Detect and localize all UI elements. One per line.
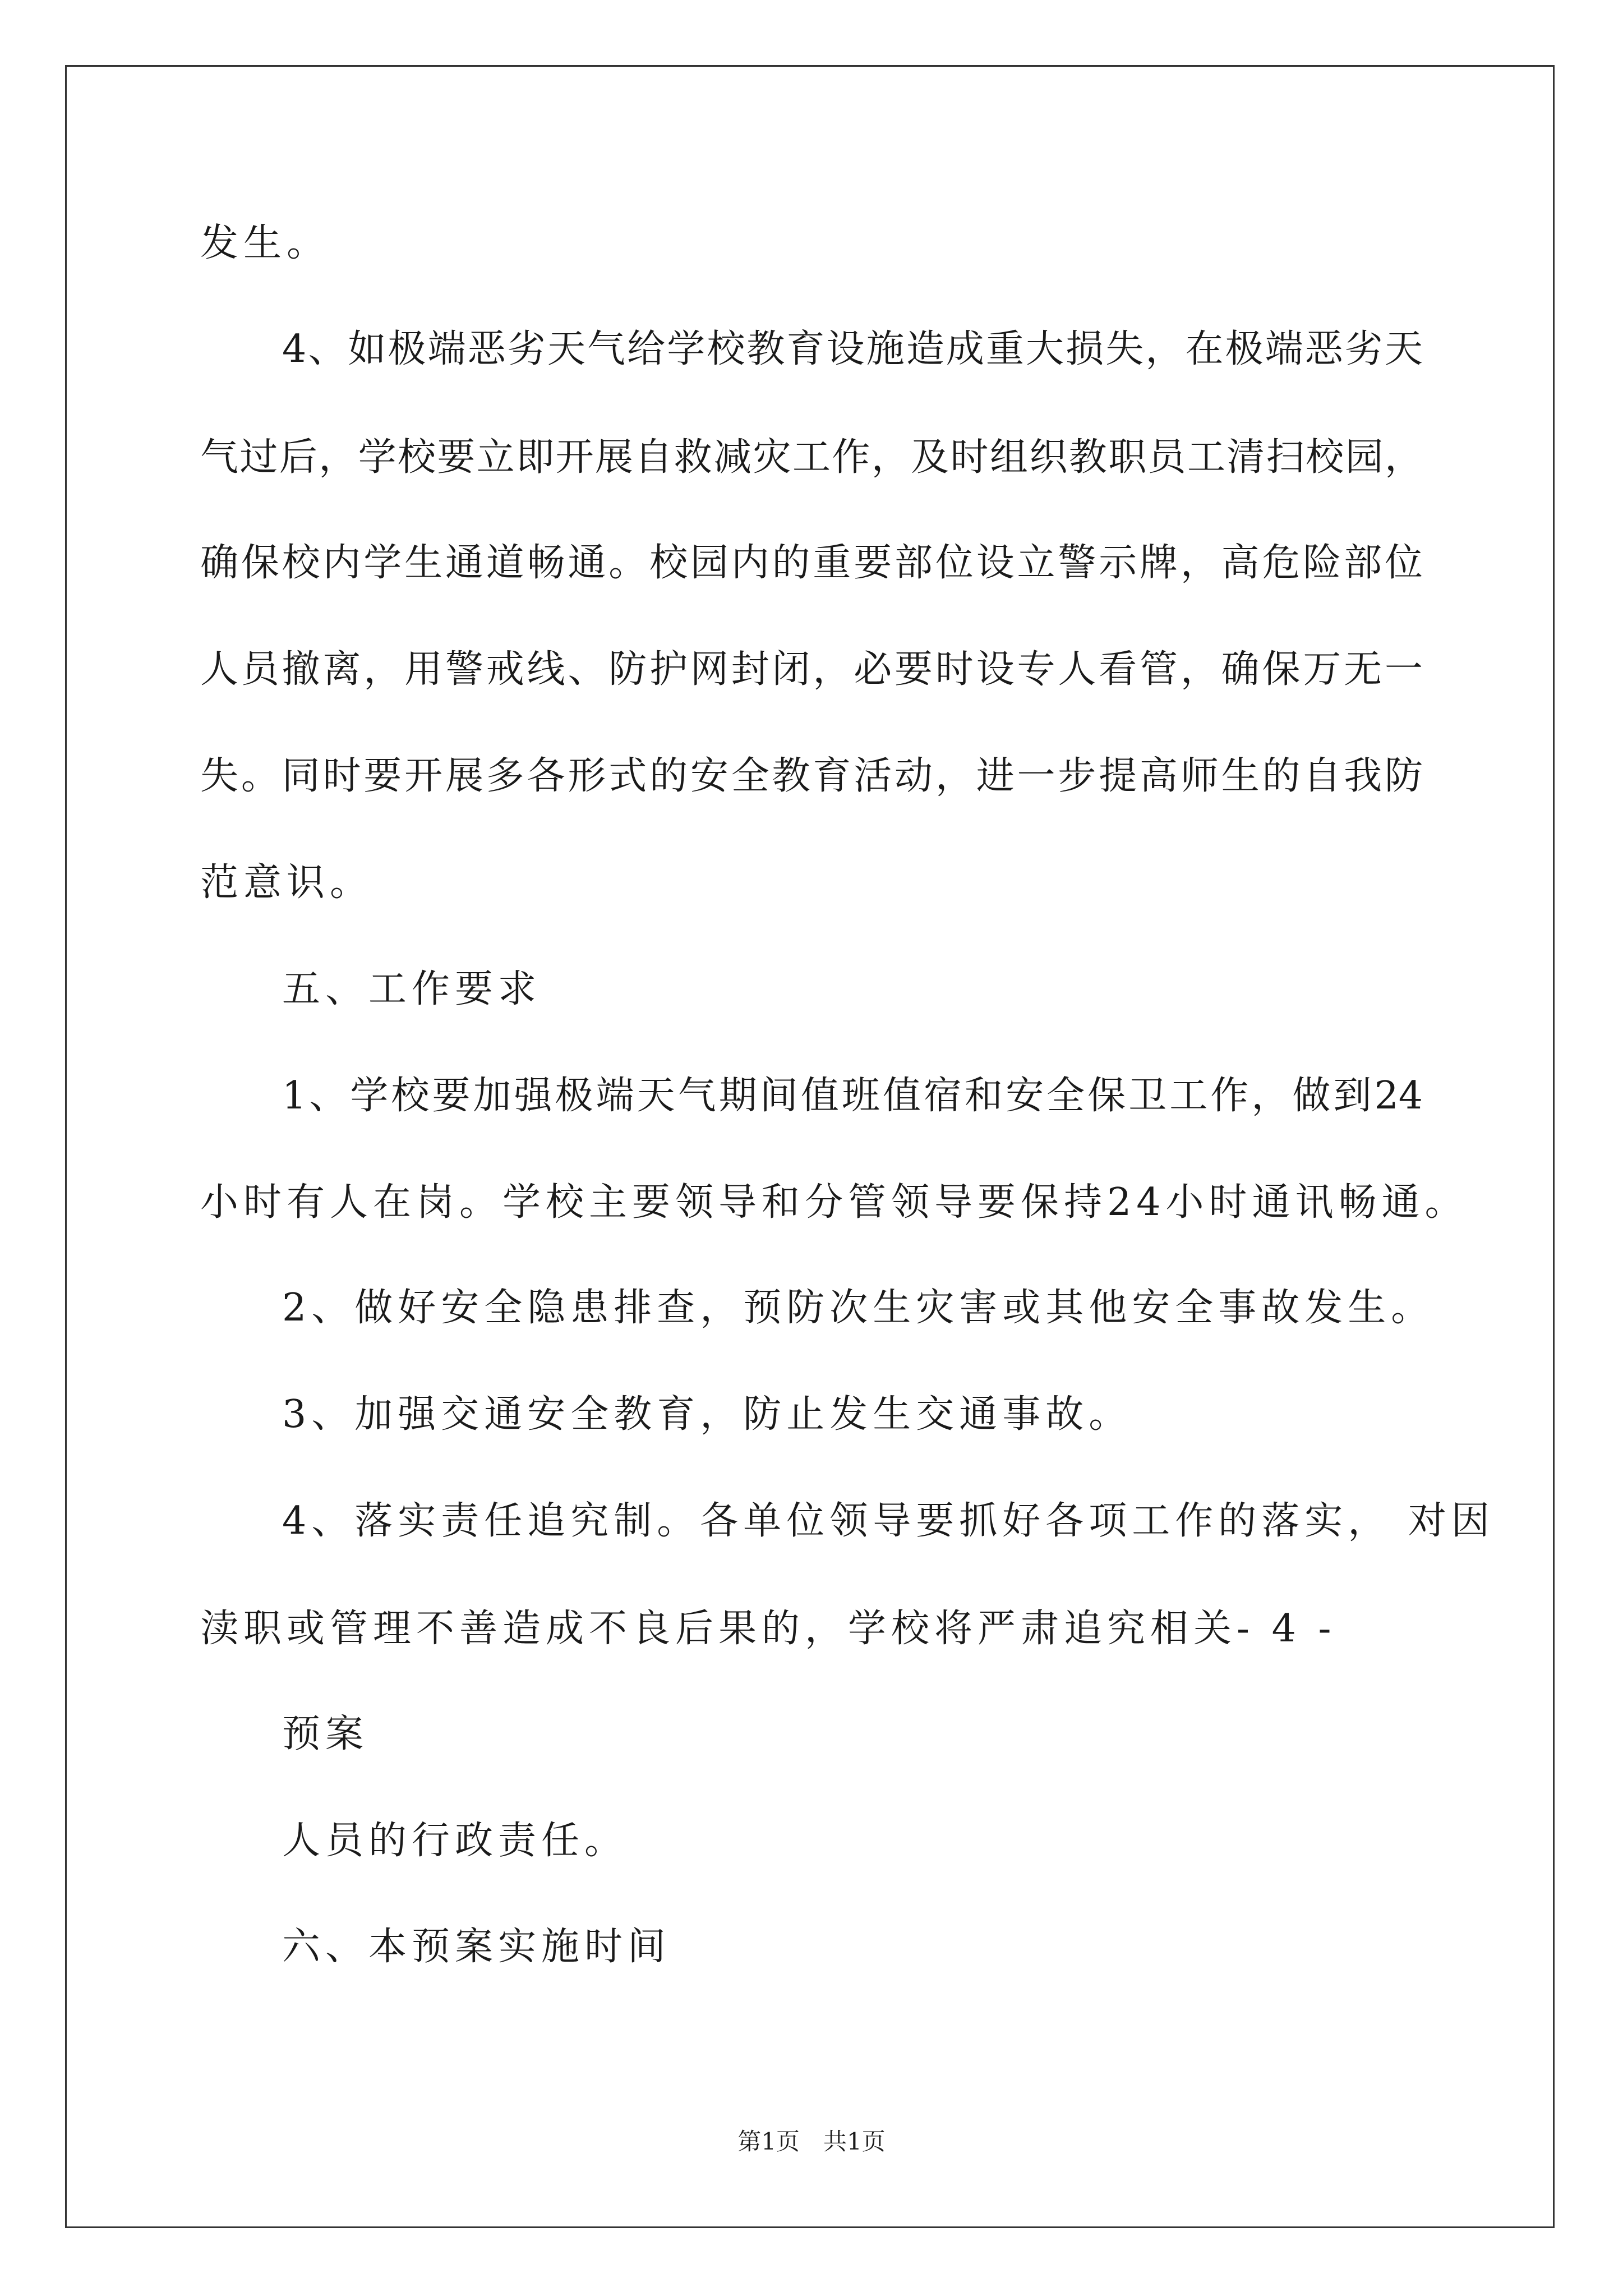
text-line: 3、加强交通安全教育，防止发生交通事故。 [282, 1392, 1132, 1437]
text-line: 发生。 [200, 221, 330, 265]
text-line: 2、做好安全隐患排查，预防次生灾害或其他安全事故发生。 [282, 1286, 1435, 1330]
page-footer: 第1页 共1页 [737, 2128, 886, 2155]
section-heading: 五、工作要求 [282, 967, 542, 1011]
text-line: 人员的行政责任。 [282, 1819, 628, 1863]
text-line: 渎职或管理不善造成不良后果的，学校将严肃追究相关- 4 - [200, 1607, 1336, 1651]
text-line: 1、学校要加强极端天气期间值班值宿和安全保卫工作，做到24 [282, 1074, 1423, 1118]
page-frame [65, 65, 1555, 2228]
text-line: 预案 [282, 1712, 369, 1756]
text-line: 范意识。 [200, 861, 374, 905]
section-heading: 六、本预案实施时间 [282, 1925, 671, 1969]
text-line: 人员撤离，用警戒线、防护网封闭，必要时设专人看管，确保万无一 [200, 647, 1423, 692]
text-line: 4、如极端恶劣天气给学校教育设施造成重大损失，在极端恶劣天 [282, 327, 1423, 371]
text-line: 气过后，学校要立即开展自救减灾工作，及时组织教职员工清扫校园， [200, 435, 1423, 480]
text-line: 确保校内学生通道畅通。校园内的重要部位设立警示牌，高危险部位 [200, 541, 1423, 585]
text-line: 小时有人在岗。学校主要领导和分管领导要保持24小时通讯畅通。 [200, 1180, 1468, 1225]
text-line: 4、落实责任追究制。各单位领导要抓好各项工作的落实， 对因 [282, 1499, 1495, 1543]
text-line: 失。同时要开展多各形式的安全教育活动，进一步提高师生的自我防 [200, 754, 1423, 798]
